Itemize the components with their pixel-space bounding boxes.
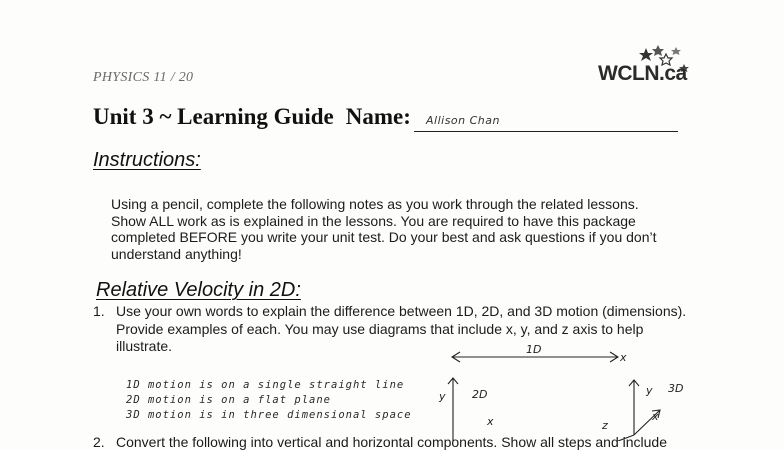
student-name: Allison Chan (426, 114, 500, 127)
question-line: Use your own words to explain the difference between 1D, 2D, and 3D motion (dimensions). (116, 303, 687, 319)
label-3d-y: y (646, 384, 653, 397)
label-2d-y: y (439, 390, 446, 403)
label-3d: 3D (668, 382, 684, 395)
label-1d-x: x (620, 351, 627, 364)
question-2-text: Convert the following into vertical and horizontal components. Show all steps and include (116, 434, 667, 450)
question-line: Provide examples of each. You may use diagrams that include x, y, and z axis to help (116, 320, 644, 337)
instructions-line: completed BEFORE you write your unit test. Do your best and ask questions if you don’t (111, 229, 657, 245)
section-heading: Relative Velocity in 2D: (96, 279, 301, 301)
label-2d-x: x (487, 415, 494, 428)
logo-label: WCLN.ca (598, 62, 687, 85)
question-1-number: 1. (93, 303, 105, 319)
question-line: illustrate. (116, 338, 173, 354)
course-label: PHYSICS 11 / 20 (93, 70, 194, 85)
name-underline (414, 131, 678, 132)
instructions-line: Using a pencil, complete the following notes as you work through the related lessons. (111, 196, 639, 212)
sketch-2d (448, 378, 458, 441)
label-3d-z: z (602, 419, 608, 432)
label-2d: 2D (472, 388, 488, 401)
unit-title: Unit 3 ~ Learning Guide (93, 104, 334, 129)
instructions-text (111, 196, 721, 262)
answer-line-2d: 2D motion is on a flat plane (126, 394, 332, 406)
instructions-line: Show ALL work as is explained in the lessons. You are required to have this package (111, 212, 636, 229)
question-2-number: 2. (93, 434, 105, 450)
instructions-heading: Instructions: (93, 149, 201, 171)
label-3d-x: x (652, 410, 659, 423)
name-label: Name: (345, 104, 411, 129)
answer-line-1d: 1D motion is on a single straight line (126, 379, 405, 391)
answer-line-3d: 3D motion is in three dimensional space (126, 409, 412, 421)
wcln-logo (598, 44, 708, 90)
instructions-line: understand anything! (111, 245, 242, 262)
label-1d: 1D (526, 343, 542, 356)
logo-text (598, 62, 687, 86)
dimension-sketches (420, 340, 710, 441)
page-title (93, 104, 411, 130)
